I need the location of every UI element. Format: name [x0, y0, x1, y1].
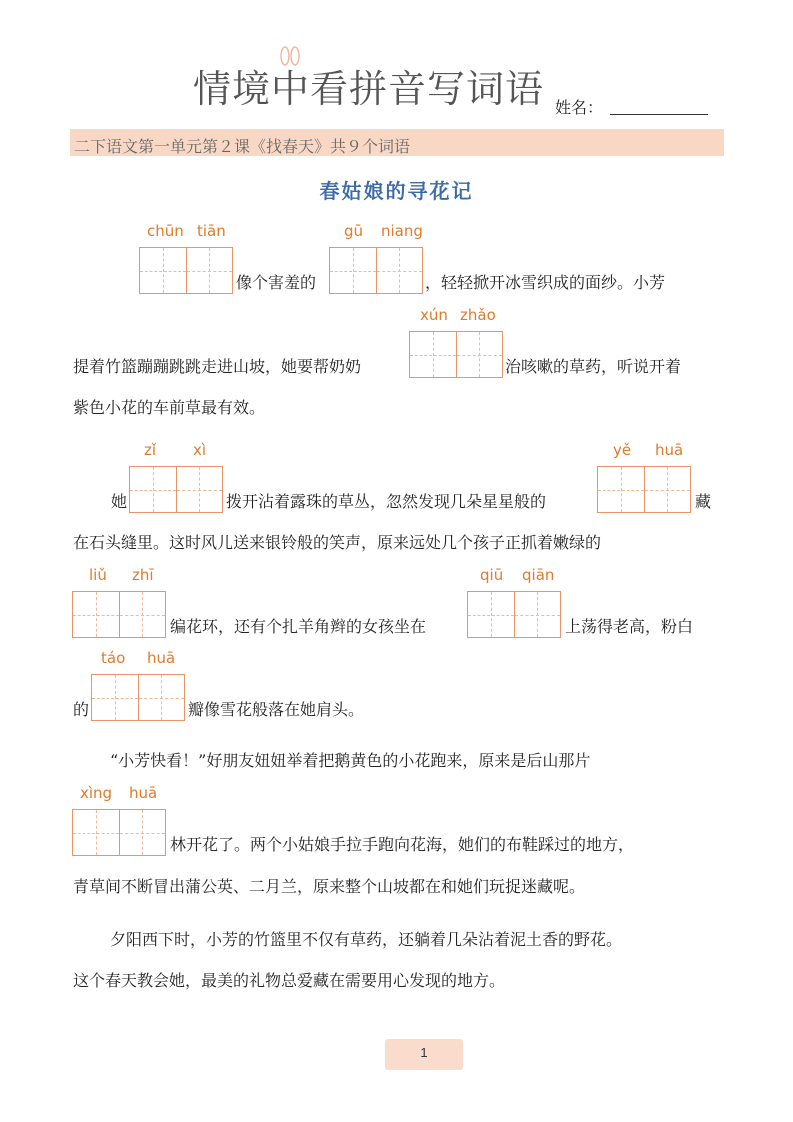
pinyin: zhǎo [460, 306, 496, 324]
text-line: 瓣像雪花般落在她肩头。 [188, 700, 365, 719]
pinyin: huā [129, 784, 158, 802]
pinyin: yě [613, 441, 632, 459]
pinyin: huā [655, 441, 684, 459]
text-line: 她 [111, 492, 128, 511]
writing-box-xunzhao[interactable] [409, 331, 503, 378]
text-line: 这个春天教会她，最美的礼物总爱藏在需要用心发现的地方。 [73, 971, 506, 990]
text-line: “小芳快看！”好朋友妞妞举着把鹅黄色的小花跑来，原来是后山那片 [110, 751, 591, 770]
writing-box-taohua[interactable] [91, 674, 185, 721]
bunny-ears-icon [276, 46, 304, 68]
text-line: 提着竹篮蹦蹦跳跳走进山坡，她要帮奶奶 [73, 357, 362, 376]
pinyin: gū [344, 222, 364, 240]
text-line: 治咳嗽的草药，听说开着 [505, 357, 682, 376]
text-line: 在石头缝里。这时风儿送来银铃般的笑声，原来远处几个孩子正抓着嫩绿的 [73, 533, 602, 552]
pinyin: xì [193, 441, 207, 459]
writing-box-qiuqian[interactable] [467, 591, 561, 638]
pinyin: chūn [147, 222, 184, 240]
unit-banner-text: 二下语文第一单元第２课《找春天》共９个词语 [74, 137, 411, 156]
pinyin: qiān [522, 566, 555, 584]
text-line: 夕阳西下时，小芳的竹篮里不仅有草药，还躺着几朵沾着泥土香的野花。 [110, 930, 623, 949]
writing-box-liuzhi[interactable] [72, 591, 166, 638]
text-line: ，轻轻掀开冰雪织成的面纱。小芳 [425, 273, 666, 292]
name-input-line[interactable] [610, 114, 708, 115]
pinyin: xún [420, 306, 448, 324]
writing-box-zixi[interactable] [129, 466, 223, 513]
pinyin: qiū [480, 566, 504, 584]
pinyin: tiān [197, 222, 226, 240]
text-line: 拨开沾着露珠的草丛，忽然发现几朵星星般的 [226, 492, 547, 511]
text-line: 像个害羞的 [236, 273, 317, 292]
writing-box-chuntian[interactable] [139, 247, 233, 294]
pinyin: liǔ [89, 566, 107, 584]
text-line: 紫色小花的车前草最有效。 [73, 398, 266, 417]
text-line: 上荡得老高，粉白 [565, 617, 694, 636]
text-line: 藏 [695, 492, 712, 511]
pinyin: xìng [80, 784, 113, 802]
text-line: 的 [73, 700, 90, 719]
writing-box-yehua[interactable] [597, 466, 691, 513]
text-line: 编花环，还有个扎羊角辫的女孩坐在 [170, 617, 427, 636]
text-line: 林开花了。两个小姑娘手拉手跑向花海，她们的布鞋踩过的地方， [170, 835, 635, 854]
text-line: 青草间不断冒出蒲公英、二月兰，原来整个山坡都在和她们玩捉迷藏呢。 [73, 877, 586, 896]
name-label: 姓名： [555, 98, 604, 117]
pinyin: zhī [132, 566, 154, 584]
pinyin: huā [147, 649, 176, 667]
worksheet-title: 情境中看拼音写词语 [193, 67, 545, 111]
page-number: 1 [420, 1045, 428, 1060]
writing-box-xinghua[interactable] [72, 809, 166, 856]
writing-box-guniang[interactable] [329, 247, 423, 294]
pinyin: niang [381, 222, 423, 240]
pinyin: zǐ [144, 441, 157, 459]
pinyin: táo [101, 649, 126, 667]
story-title: 春姑娘的寻花记 [319, 179, 474, 203]
